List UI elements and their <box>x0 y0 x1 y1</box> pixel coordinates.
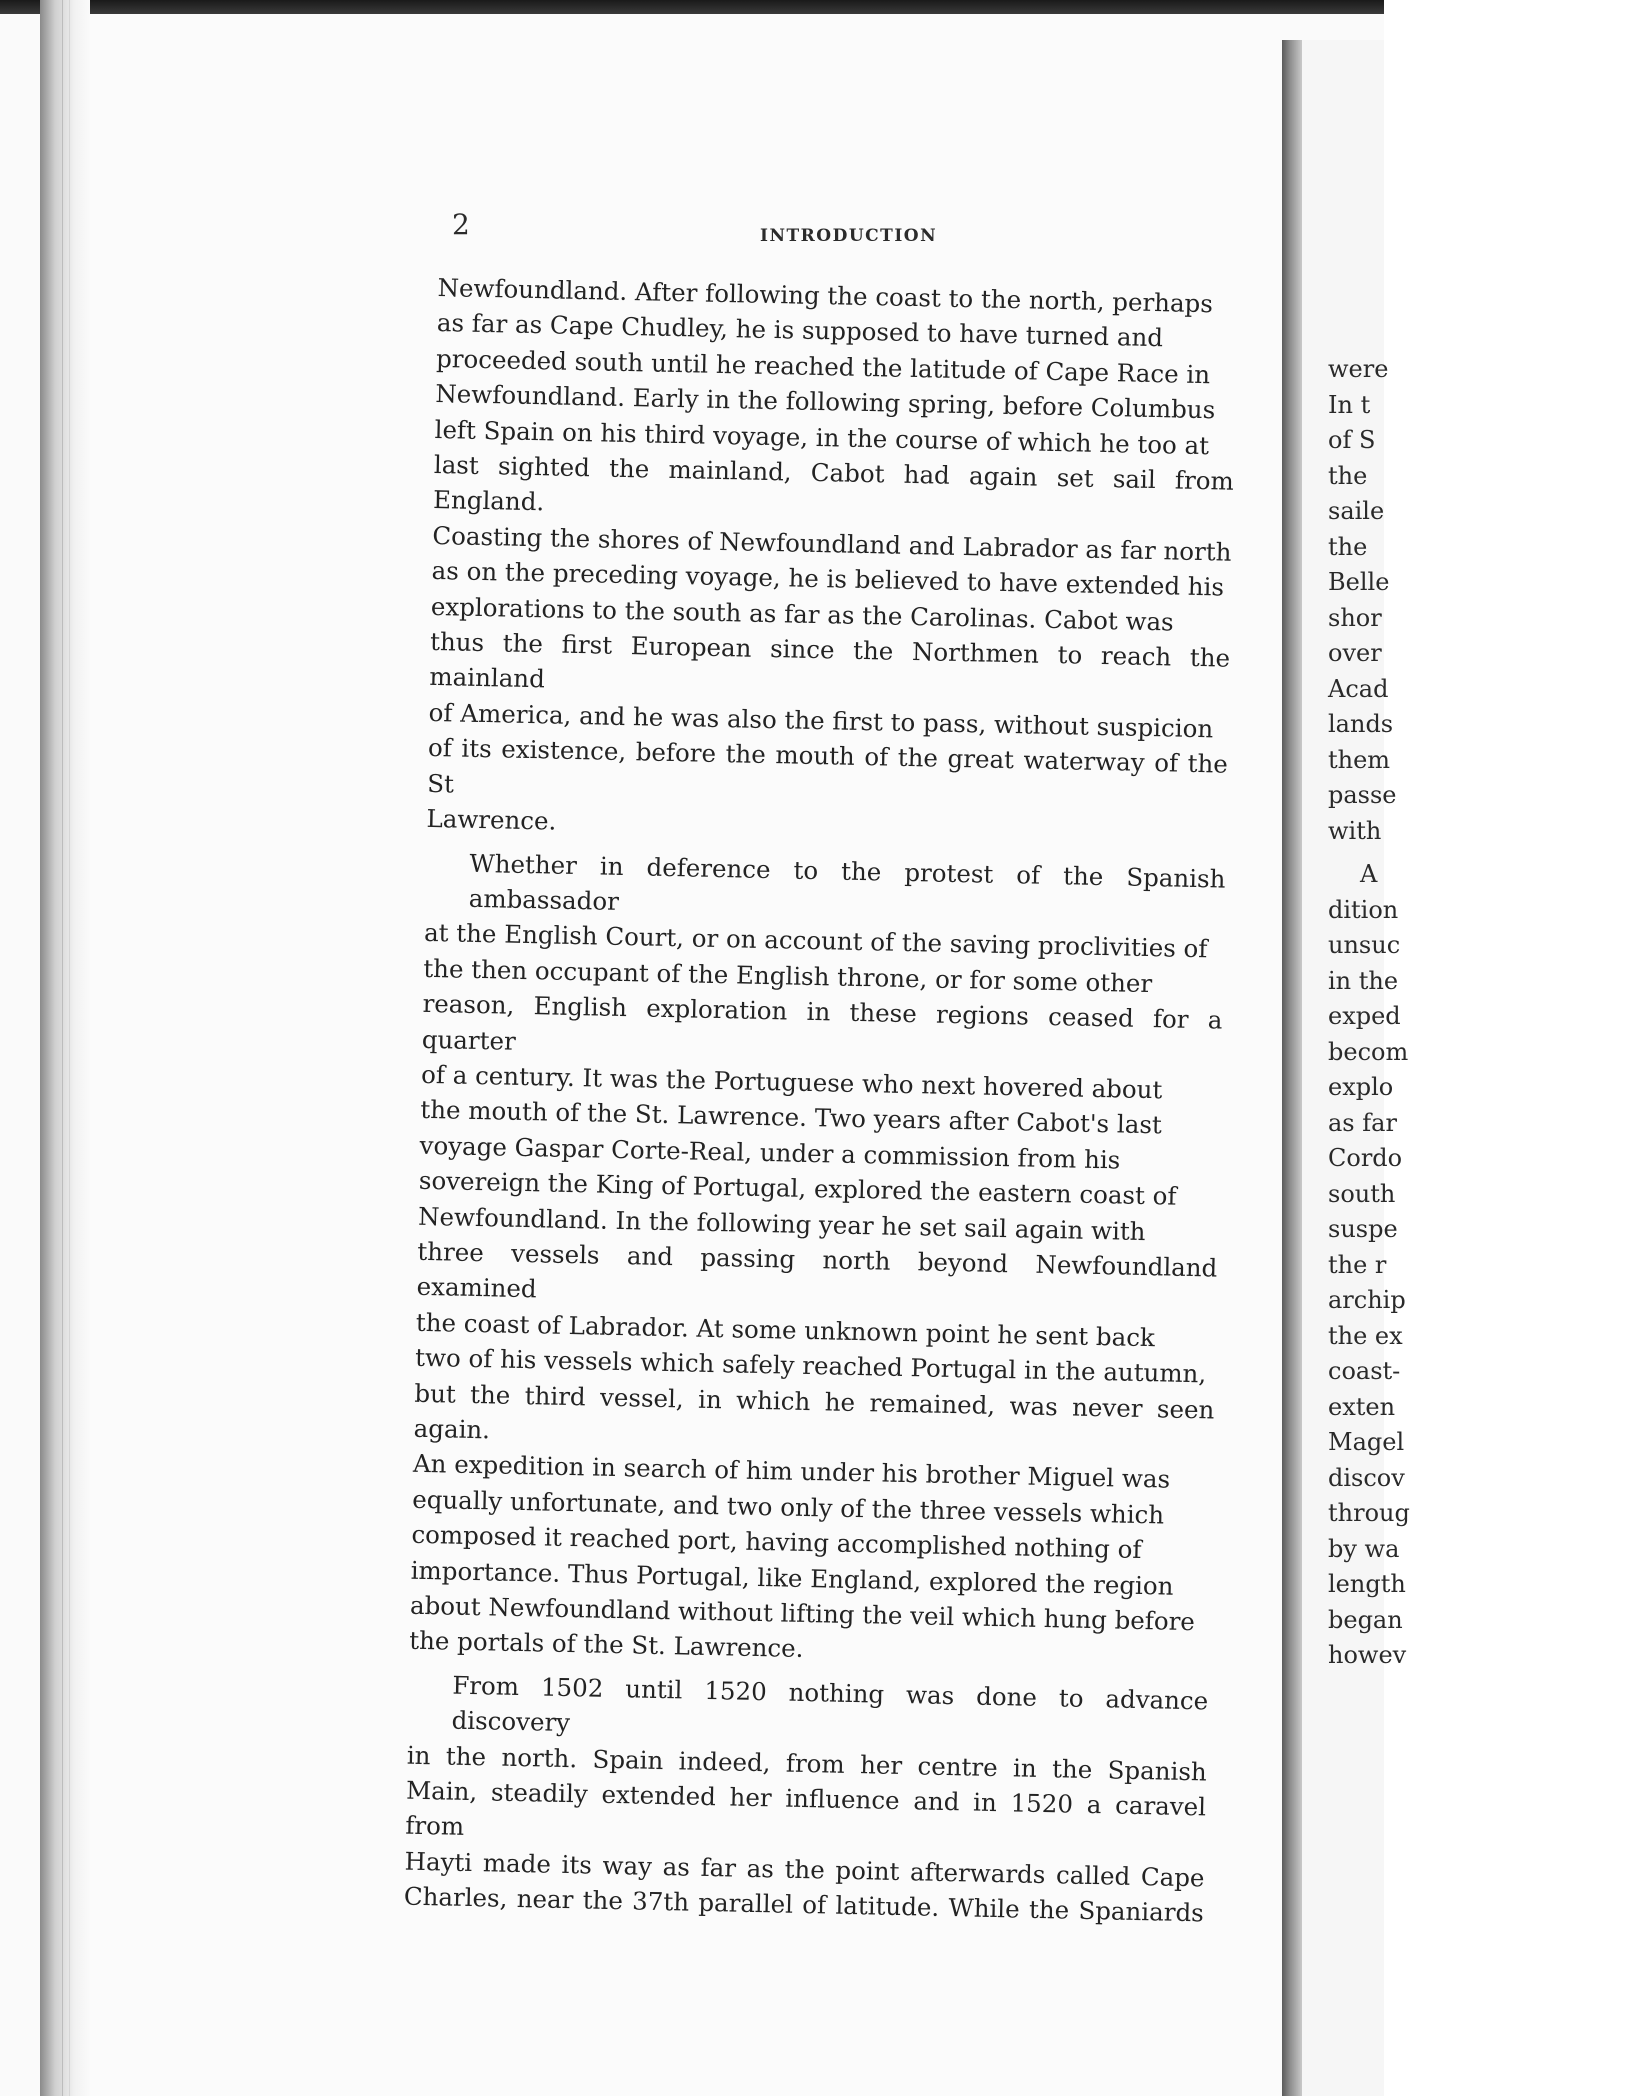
text-line: voyage Gaspar Corte-Real, under a commission from his <box>419 1130 1121 1175</box>
text-line: Lawrence. <box>426 803 557 836</box>
text-line: Hayti made its way as far as the point afterwards called Cape <box>404 1846 1205 1893</box>
facing-text-line: dition <box>1328 895 1399 924</box>
text-line: of a century. It was the Portuguese who next hovered about <box>420 1059 1163 1105</box>
text-line: explorations to the south as far as the Carolinas. Cabot was <box>430 591 1175 637</box>
facing-text-line: howev <box>1328 1641 1407 1669</box>
facing-text-line: by wa <box>1328 1534 1400 1563</box>
text-line: but the third vessel, in which he remained, was never seen again. <box>413 1378 1215 1445</box>
paragraph-1 <box>426 270 1238 853</box>
facing-text-line: In t <box>1328 390 1371 419</box>
text-line: Newfoundland. After following the coast to the north, perhaps <box>437 272 1214 319</box>
facing-text-line: coast- <box>1328 1357 1401 1385</box>
facing-text-line: south <box>1328 1179 1396 1208</box>
facing-text-line: in the <box>1328 966 1399 995</box>
paragraph-2 <box>409 844 1226 1675</box>
facing-text-line: the <box>1328 461 1368 490</box>
book-gutter <box>1282 40 1302 2096</box>
facing-text-line: as far <box>1328 1108 1397 1137</box>
facing-text-line: Cordo <box>1328 1144 1403 1172</box>
facing-text-line: Magel <box>1328 1428 1405 1456</box>
facing-text-line: becom <box>1328 1037 1409 1066</box>
text-line: importance. Thus Portugal, like England, explored the region <box>410 1555 1174 1601</box>
text-line: at the English Court, or on account of the saving proclivities of <box>423 918 1208 964</box>
text-line: the coast of Labrador. At some unknown point he sent back <box>415 1307 1156 1353</box>
facing-text-line: passe <box>1328 781 1397 809</box>
scan-top-border <box>0 0 1384 14</box>
text-line: thus the first European since the Northmen to reach the mainland <box>429 626 1231 694</box>
facing-text-line: lands <box>1328 710 1394 738</box>
page-body <box>404 270 1238 1931</box>
text-line: three vessels and passing north beyond Newfoundland examined <box>416 1236 1218 1304</box>
facing-text-line: suspe <box>1328 1215 1398 1243</box>
facing-text-line: with <box>1328 816 1382 845</box>
text-line: Whether in deference to the protest of the Spanish ambassador <box>468 848 1226 916</box>
facing-text-line: discov <box>1328 1463 1405 1492</box>
text-line: of America, and he was also the first to pass, without suspicion <box>428 697 1214 744</box>
facing-page-text <box>1328 352 1628 1674</box>
text-line: last sighted the mainland, Cabot had again set sail from England. <box>432 449 1235 517</box>
text-line: Newfoundland. Early in the following spring, before Columbus <box>435 379 1216 425</box>
facing-text-line: A <box>1360 860 1378 888</box>
facing-text-line: archip <box>1328 1286 1406 1314</box>
text-line: in the north. Spain indeed, from her centre in the Spanish <box>406 1740 1208 1787</box>
facing-text-line: Acad <box>1328 674 1389 703</box>
text-line: equally unfortunate, and two only of the three vessels which <box>411 1484 1165 1530</box>
running-head: INTRODUCTION <box>760 226 938 246</box>
text-line: An expedition in search of him under his brother Miguel was <box>412 1449 1171 1494</box>
text-line: the mouth of the St. Lawrence. Two years after Cabot's last <box>420 1095 1163 1140</box>
facing-text-line: the <box>1328 532 1368 561</box>
page-stack-lines <box>62 0 70 2096</box>
facing-text-line: saile <box>1328 497 1385 525</box>
facing-text-line: were <box>1328 355 1389 383</box>
facing-text-line: length <box>1328 1570 1406 1598</box>
facing-page <box>1302 40 1410 2096</box>
facing-text-line: throug <box>1328 1499 1410 1527</box>
text-line: as far as Cape Chudley, he is supposed to have turned and <box>436 308 1164 353</box>
text-line: of its existence, before the mouth of the great waterway of the St <box>426 733 1229 799</box>
text-line: reason, English exploration in these regions ceased for a quarter <box>421 988 1223 1056</box>
facing-text-line: exped <box>1328 1002 1401 1030</box>
paragraph-3 <box>404 1667 1209 1932</box>
text-line: composed it reached port, having accomplished nothing of <box>411 1519 1142 1565</box>
text-line: two of his vessels which safely reached Portugal in the autumn, <box>414 1342 1207 1389</box>
text-line: left Spain on his third voyage, in the course of which he too at <box>434 414 1210 460</box>
facing-text-line: the r <box>1328 1250 1387 1279</box>
text-line: Newfoundland. In the following year he set sail again with <box>417 1201 1146 1246</box>
page-number: 2 <box>452 208 470 241</box>
facing-text-line: over <box>1328 639 1382 667</box>
facing-text-line: explo <box>1328 1073 1394 1101</box>
text-line: the portals of the St. Lawrence. <box>408 1626 804 1664</box>
facing-text-line: Belle <box>1328 568 1390 596</box>
text-line: the then occupant of the English throne, or for some other <box>423 953 1153 998</box>
text-line: sovereign the King of Portugal, explored the eastern coast of <box>418 1165 1177 1211</box>
facing-text-line: shor <box>1328 603 1382 632</box>
text-line: about Newfoundland without lifting the veil which hung before <box>409 1590 1196 1637</box>
facing-text-line: the ex <box>1328 1321 1403 1350</box>
facing-text-line: of S <box>1328 426 1376 454</box>
facing-text-line: unsuc <box>1328 931 1401 959</box>
facing-text-line: began <box>1328 1605 1403 1634</box>
facing-text-line: exten <box>1328 1392 1396 1421</box>
text-line: as on the preceding voyage, he is believed to have extended his <box>431 556 1225 602</box>
facing-paragraph-2 <box>1328 857 1628 1674</box>
text-line: Charles, near the 37th parallel of latitude. While the Spaniards <box>403 1881 1205 1928</box>
text-line: Main, steadily extended her influence and in 1520 a caravel from <box>405 1775 1207 1842</box>
text-line: proceeded south until he reached the latitude of Cape Race in <box>435 343 1211 390</box>
facing-text-line: them <box>1328 745 1391 774</box>
text-line: From 1502 until 1520 nothing was done to advance discovery <box>451 1670 1209 1738</box>
text-line: Coasting the shores of Newfoundland and Labrador as far north <box>432 520 1232 567</box>
